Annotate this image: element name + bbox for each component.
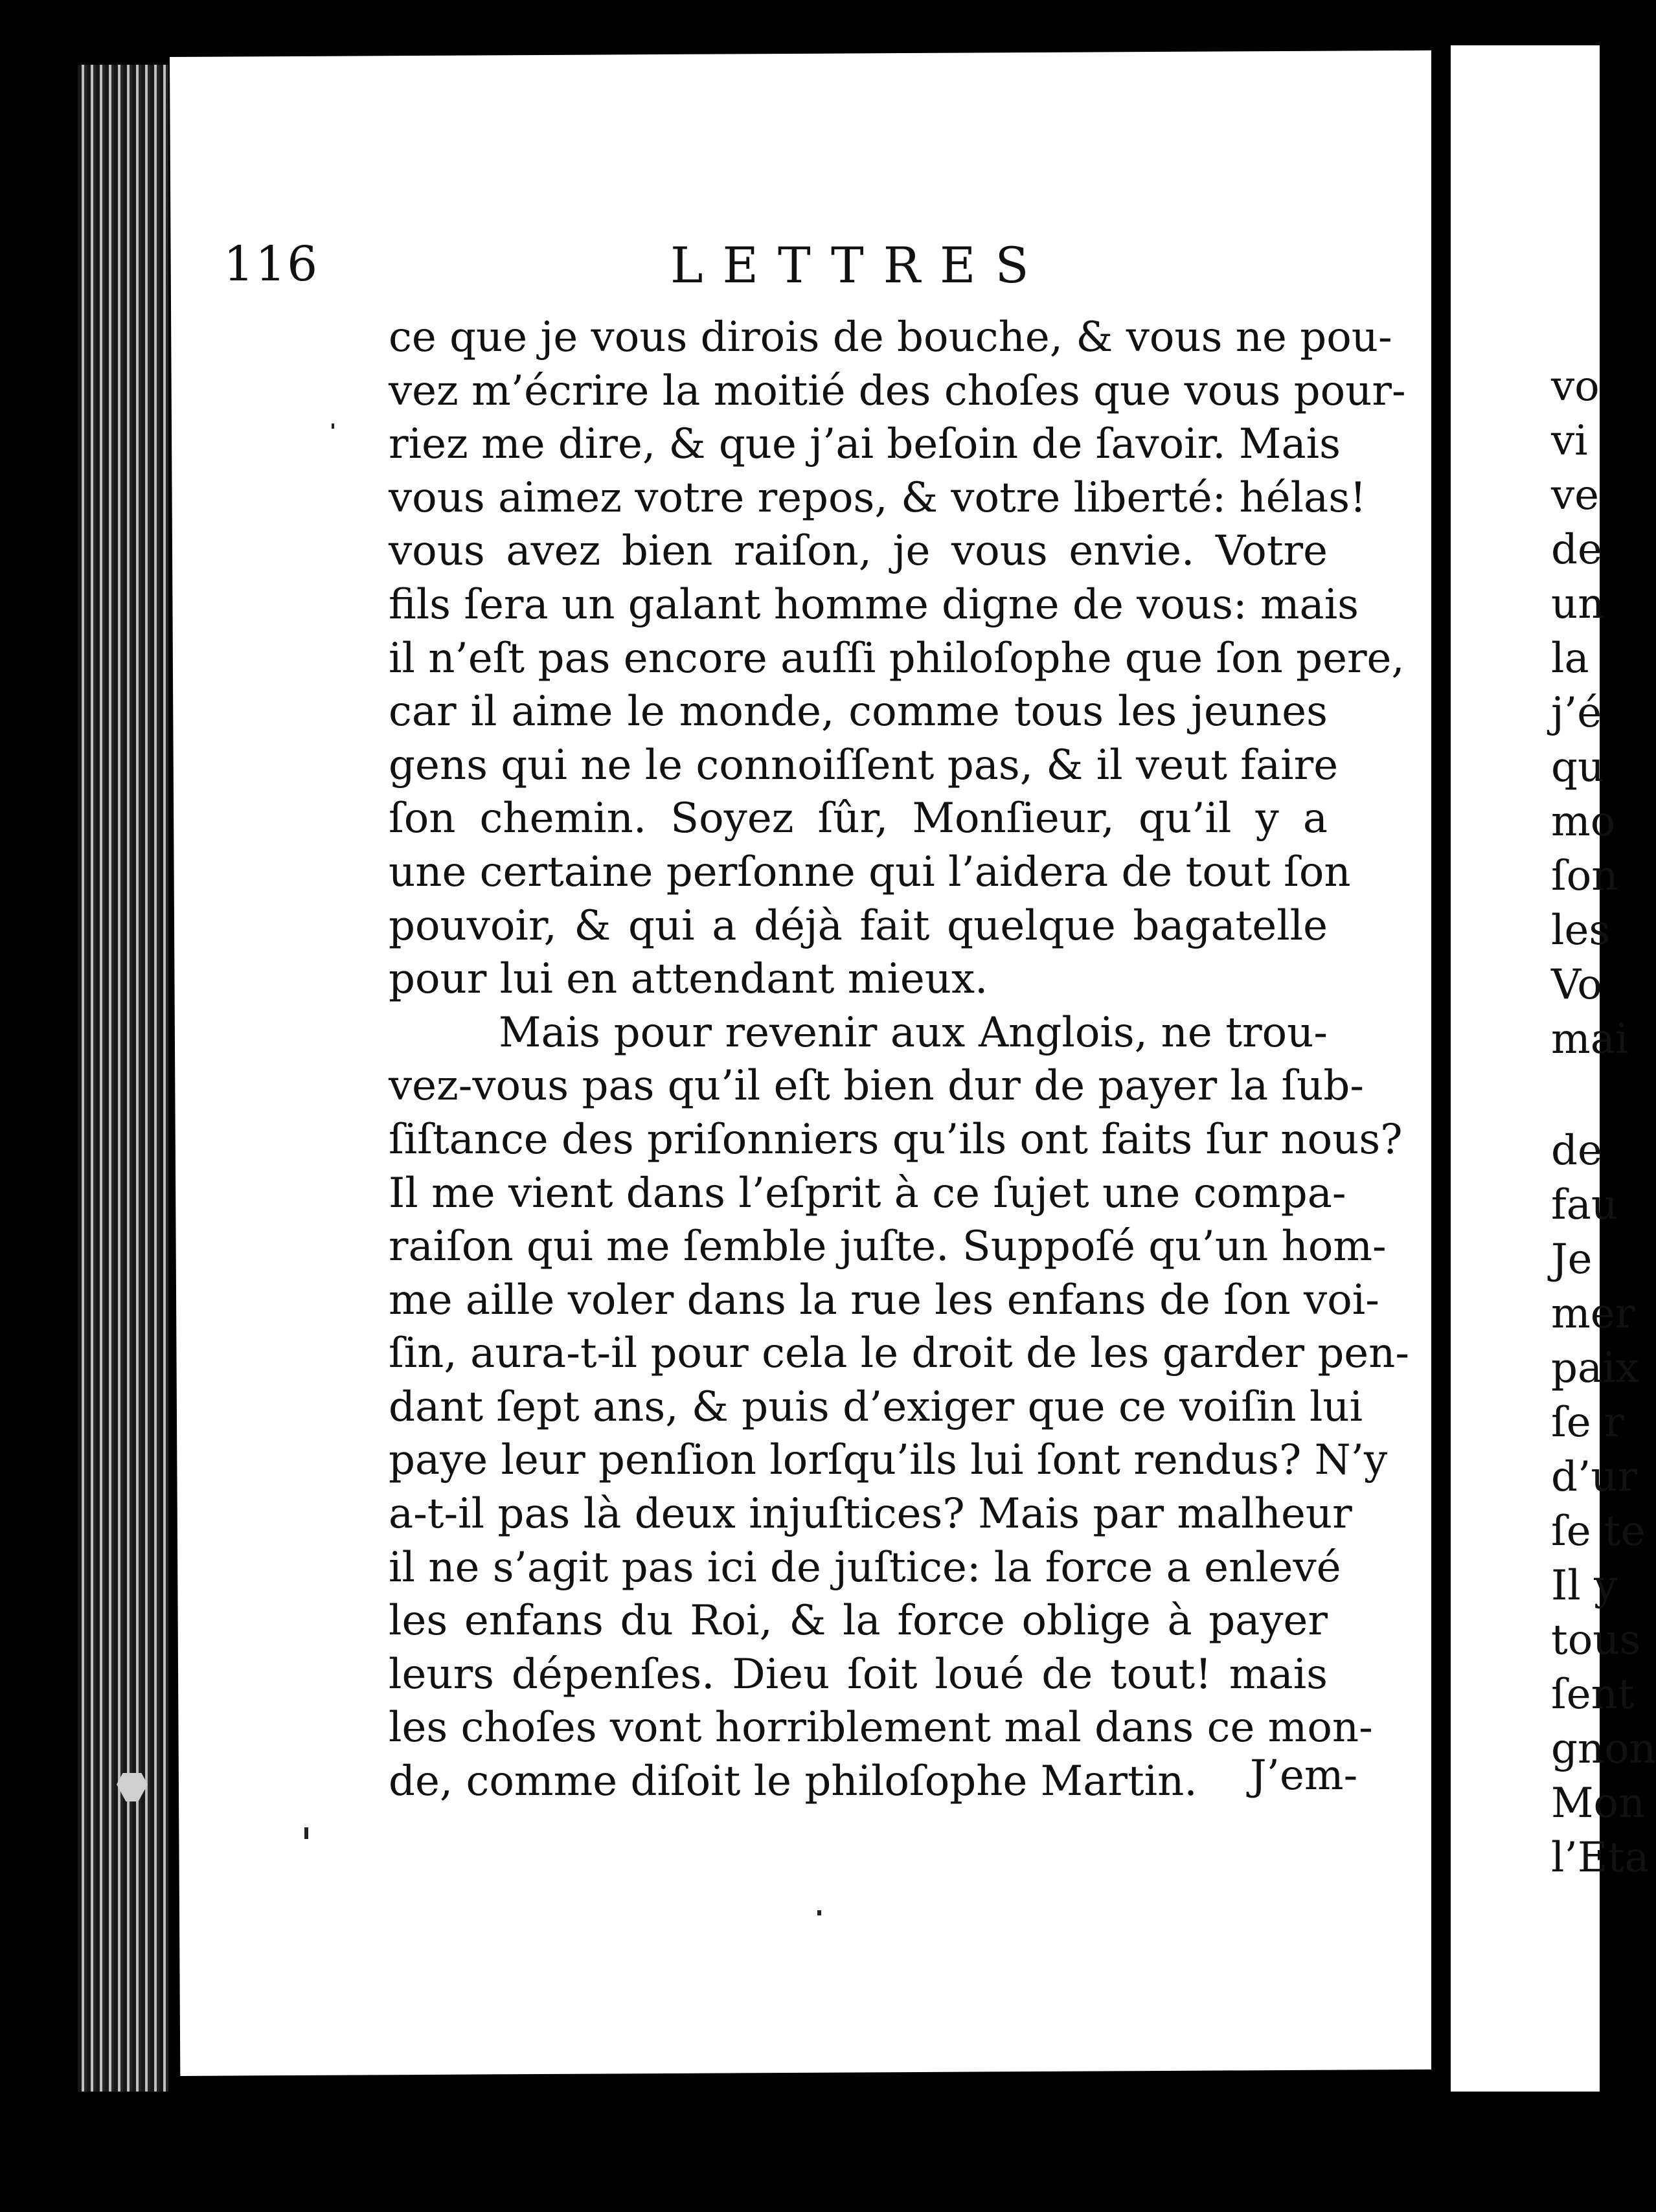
right-page-line: Je [1551, 1236, 1593, 1283]
text-line: leurs dépenſes. Dieu ſoit loué de tout! mais [389, 1650, 1328, 1699]
text-line: Mais pour revenir aux Anglois, ne trou- [499, 1008, 1328, 1057]
text-line: vez-vous pas qu’il eſt bien dur de payer la ſub- [389, 1062, 1364, 1111]
right-page-line: Mon [1551, 1779, 1646, 1827]
text-line: ſin, aura-t-il pour cela le droit de les garder pen- [389, 1329, 1409, 1378]
right-page-line: l’Eta [1551, 1834, 1650, 1882]
text-line: il n’eſt pas encore auſſi philoſophe que ſon pere, [389, 634, 1405, 683]
right-page-line: j’é [1551, 689, 1602, 737]
text-line: vez m’écrire la moitié des choſes que vous pour- [389, 367, 1406, 415]
paragraph-gap [1551, 1066, 1603, 1123]
right-page-line: tous [1551, 1616, 1641, 1664]
right-page-line: ſon [1551, 852, 1618, 900]
right-page-line: ſe r [1551, 1399, 1624, 1447]
text-line: dant ſept ans, & puis d’exiger que ce voiſin lui [389, 1382, 1363, 1431]
running-head [223, 236, 1065, 301]
text-line: pouvoir, & qui a déjà fait quelque bagatelle [389, 901, 1328, 950]
book-gutter [1431, 39, 1451, 2111]
ink-speck [817, 1910, 821, 1915]
text-line: me aille voler dans la rue les enfans de ſon voi- [389, 1276, 1379, 1324]
right-page-line: Il y [1551, 1562, 1618, 1610]
catchword: J’em- [1250, 1752, 1358, 1800]
text-line: ſiſtance des priſonniers qu’ils ont faits ſur nous? [389, 1115, 1403, 1164]
scan-border-bottom [0, 2092, 1600, 2212]
right-page-line: mai [1551, 1015, 1629, 1063]
body-text [389, 311, 1409, 1809]
text-line: il ne s’agit pas ici de juſtice: la force a enlevé [389, 1543, 1341, 1592]
header-title: LETTRES [670, 236, 1049, 294]
text-line: vous aimez votre repos, & votre liberté: hélas! [389, 473, 1367, 522]
right-page-line: ſe te [1551, 1507, 1646, 1555]
right-page-line: ſent [1551, 1671, 1635, 1719]
text-line: gens qui ne le connoiſſent pas, & il veut faire [389, 741, 1339, 789]
right-page-line: la [1551, 635, 1589, 683]
right-page-line: vi [1551, 417, 1588, 465]
right-page-line: ve [1551, 471, 1600, 519]
right-page-line: fau [1551, 1181, 1618, 1229]
right-page-line: un [1551, 580, 1605, 628]
text-line: Il me vient dans l’eſprit à ce ſujet une compa- [389, 1169, 1346, 1217]
text-line: a-t-il pas là deux injuſtices? Mais par malheur [389, 1490, 1352, 1539]
text-line: ce que je vous dirois de bouche, & vous ne pou- [389, 313, 1392, 361]
right-page-line: mer [1551, 1290, 1635, 1338]
text-line: paye leur penſion lorſqu’ils lui ſont rendus? N’y [389, 1436, 1388, 1485]
right-page-line: d’ur [1551, 1453, 1638, 1501]
text-line: riez me dire, & que j’ai beſoin de ſavoir. Mais [389, 420, 1341, 469]
right-page-line: qu [1551, 743, 1605, 791]
text-line: les choſes vont horriblement mal dans ce mon- [389, 1704, 1373, 1752]
text-line: vous avez bien raiſon, je vous envie. Votre [389, 527, 1328, 576]
right-page-text [1551, 359, 1656, 1885]
ink-speck [304, 1827, 308, 1839]
right-page-line: vo [1551, 363, 1600, 411]
text-line: car il aime le monde, comme tous les jeunes [389, 688, 1328, 736]
text-line: les enfans du Roi, & la force oblige à payer [389, 1597, 1328, 1645]
right-page-line: gnon [1551, 1725, 1656, 1773]
page-number: 116 [223, 236, 319, 292]
right-page-line: paix [1551, 1344, 1639, 1392]
text-line: pour lui en attendant mieux. [389, 955, 988, 1004]
right-page-line: mo [1551, 798, 1616, 846]
right-page-line: Vo [1551, 961, 1602, 1009]
right-page-line: de [1551, 1127, 1602, 1175]
text-line: ſon chemin. Soyez ſûr, Monſieur, qu’il y a [389, 795, 1328, 843]
text-line: fils ſera un galant homme digne de vous: mais [389, 580, 1359, 629]
text-line: de, comme diſoit le philoſophe Martin. [389, 1757, 1197, 1806]
page-edges [78, 65, 168, 2111]
right-page-line: de [1551, 526, 1602, 574]
right-page-line: les [1551, 907, 1611, 954]
ink-speck [332, 423, 334, 429]
text-line: une certaine perſonne qui l’aidera de tout ſon [389, 848, 1351, 896]
text-line: raiſon qui me ſemble juſte. Suppoſé qu’un hom- [389, 1223, 1387, 1271]
scan-border-left [0, 0, 81, 2212]
